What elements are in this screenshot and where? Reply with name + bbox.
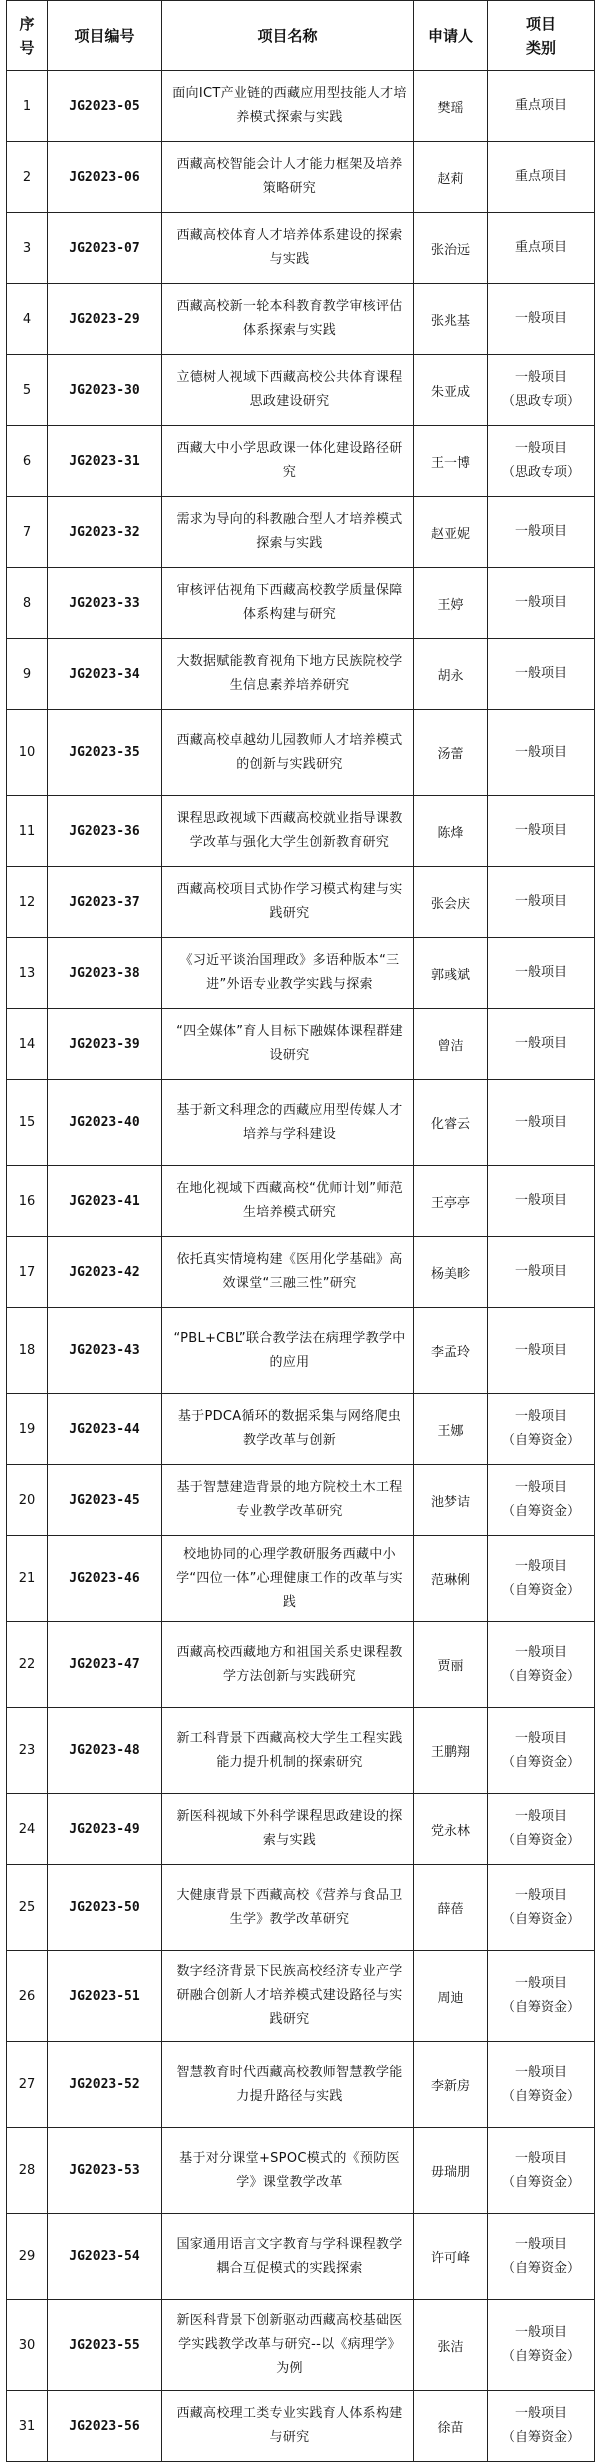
cell-num: 20 bbox=[7, 1465, 48, 1536]
cell-project-type: 一般项目 bbox=[488, 796, 595, 867]
cell-project-name: 数字经济背景下民族高校经济专业产学研融合创新人才培养模式建设路径与实践研究 bbox=[162, 1951, 414, 2042]
table-row bbox=[7, 710, 595, 796]
cell-num: 31 bbox=[7, 2391, 48, 2462]
cell-project-type: 一般项目 bbox=[488, 639, 595, 710]
cell-num: 12 bbox=[7, 867, 48, 938]
cell-project-code: JG2023-33 bbox=[48, 568, 162, 639]
cell-project-name: 智慧教育时代西藏高校教师智慧教学能力提升路径与实践 bbox=[162, 2042, 414, 2128]
cell-project-type: 一般项目 bbox=[488, 938, 595, 1009]
cell-project-code: JG2023-38 bbox=[48, 938, 162, 1009]
cell-project-code: JG2023-41 bbox=[48, 1166, 162, 1237]
cell-applicant: 范琳俐 bbox=[414, 1536, 488, 1622]
cell-num: 24 bbox=[7, 1794, 48, 1865]
cell-applicant: 王婷 bbox=[414, 568, 488, 639]
cell-project-type: 一般项目 （自筹资金） bbox=[488, 1708, 595, 1794]
cell-applicant: 王娜 bbox=[414, 1394, 488, 1465]
cell-project-type: 一般项目 bbox=[488, 284, 595, 355]
cell-num: 11 bbox=[7, 796, 48, 867]
cell-project-code: JG2023-55 bbox=[48, 2300, 162, 2391]
cell-num: 13 bbox=[7, 938, 48, 1009]
cell-project-name: “PBL+CBL”联合教学法在病理学教学中的应用 bbox=[162, 1308, 414, 1394]
cell-num: 5 bbox=[7, 355, 48, 426]
cell-num: 30 bbox=[7, 2300, 48, 2391]
cell-project-type: 一般项目 （自筹资金） bbox=[488, 1465, 595, 1536]
cell-project-name: 大健康背景下西藏高校《营养与食品卫生学》教学改革研究 bbox=[162, 1865, 414, 1951]
cell-applicant: 周迪 bbox=[414, 1951, 488, 2042]
cell-project-name: 基于智慧建造背景的地方院校土木工程专业教学改革研究 bbox=[162, 1465, 414, 1536]
cell-project-code: JG2023-34 bbox=[48, 639, 162, 710]
cell-num: 26 bbox=[7, 1951, 48, 2042]
cell-num: 15 bbox=[7, 1080, 48, 1166]
cell-project-name: 西藏大中小学思政课一体化建设路径研究 bbox=[162, 426, 414, 497]
cell-project-type: 重点项目 bbox=[488, 142, 595, 213]
header-row bbox=[7, 1, 595, 71]
cell-project-name: 西藏高校新一轮本科教育教学审核评估体系探索与实践 bbox=[162, 284, 414, 355]
table-row bbox=[7, 355, 595, 426]
cell-num: 19 bbox=[7, 1394, 48, 1465]
cell-project-code: JG2023-46 bbox=[48, 1536, 162, 1622]
cell-project-code: JG2023-48 bbox=[48, 1708, 162, 1794]
table-row bbox=[7, 2042, 595, 2128]
header-code: 项目编号 bbox=[48, 1, 162, 71]
cell-project-name: 基于对分课堂+SPOC模式的《预防医学》课堂教学改革 bbox=[162, 2128, 414, 2214]
project-list-table bbox=[6, 0, 595, 2462]
cell-project-name: 需求为导向的科教融合型人才培养模式探索与实践 bbox=[162, 497, 414, 568]
cell-project-name: 基于新文科理念的西藏应用型传媒人才培养与学科建设 bbox=[162, 1080, 414, 1166]
cell-num: 17 bbox=[7, 1237, 48, 1308]
cell-applicant: 曾洁 bbox=[414, 1009, 488, 1080]
cell-num: 10 bbox=[7, 710, 48, 796]
cell-applicant: 王亭亭 bbox=[414, 1166, 488, 1237]
cell-project-type: 一般项目 （自筹资金） bbox=[488, 1794, 595, 1865]
cell-project-name: 审核评估视角下西藏高校教学质量保障体系构建与研究 bbox=[162, 568, 414, 639]
cell-project-code: JG2023-05 bbox=[48, 71, 162, 142]
table-header bbox=[7, 1, 595, 71]
cell-project-name: 在地化视域下西藏高校“优师计划”师范生培养模式研究 bbox=[162, 1166, 414, 1237]
cell-project-code: JG2023-47 bbox=[48, 1622, 162, 1708]
cell-applicant: 赵亚妮 bbox=[414, 497, 488, 568]
cell-project-type: 一般项目 bbox=[488, 1080, 595, 1166]
cell-applicant: 毋瑞朋 bbox=[414, 2128, 488, 2214]
table-row bbox=[7, 1166, 595, 1237]
cell-project-name: 课程思政视域下西藏高校就业指导课教学改革与强化大学生创新教育研究 bbox=[162, 796, 414, 867]
cell-project-type: 重点项目 bbox=[488, 213, 595, 284]
table-row bbox=[7, 1865, 595, 1951]
table-row bbox=[7, 1708, 595, 1794]
table-row bbox=[7, 2214, 595, 2300]
cell-project-type: 一般项目 （自筹资金） bbox=[488, 2128, 595, 2214]
table-row bbox=[7, 867, 595, 938]
cell-num: 8 bbox=[7, 568, 48, 639]
table-row bbox=[7, 213, 595, 284]
cell-applicant: 李孟玲 bbox=[414, 1308, 488, 1394]
cell-project-type: 一般项目 （自筹资金） bbox=[488, 2391, 595, 2462]
cell-project-code: JG2023-37 bbox=[48, 867, 162, 938]
cell-project-code: JG2023-49 bbox=[48, 1794, 162, 1865]
cell-project-type: 一般项目 bbox=[488, 1308, 595, 1394]
cell-project-type: 一般项目 （自筹资金） bbox=[488, 1622, 595, 1708]
table-row bbox=[7, 2300, 595, 2391]
cell-project-code: JG2023-56 bbox=[48, 2391, 162, 2462]
cell-project-name: 新工科背景下西藏高校大学生工程实践能力提升机制的探索研究 bbox=[162, 1708, 414, 1794]
cell-project-type: 一般项目 bbox=[488, 568, 595, 639]
cell-applicant: 张会庆 bbox=[414, 867, 488, 938]
cell-applicant: 李新房 bbox=[414, 2042, 488, 2128]
cell-project-name: 新医科背景下创新驱动西藏高校基础医学实践教学改革与研究--以《病理学》为例 bbox=[162, 2300, 414, 2391]
cell-project-type: 一般项目 bbox=[488, 497, 595, 568]
cell-project-name: 国家通用语言文字教育与学科课程教学耦合互促模式的实践探索 bbox=[162, 2214, 414, 2300]
cell-project-name: 依托真实情境构建《医用化学基础》高效课堂“三融三性”研究 bbox=[162, 1237, 414, 1308]
cell-project-code: JG2023-06 bbox=[48, 142, 162, 213]
cell-project-code: JG2023-29 bbox=[48, 284, 162, 355]
cell-num: 14 bbox=[7, 1009, 48, 1080]
cell-applicant: 张兆基 bbox=[414, 284, 488, 355]
cell-project-name: 大数据赋能教育视角下地方民族院校学生信息素养培养研究 bbox=[162, 639, 414, 710]
cell-project-code: JG2023-36 bbox=[48, 796, 162, 867]
cell-applicant: 胡永 bbox=[414, 639, 488, 710]
cell-project-type: 一般项目 （思政专项） bbox=[488, 426, 595, 497]
cell-project-code: JG2023-54 bbox=[48, 2214, 162, 2300]
table-row bbox=[7, 1308, 595, 1394]
cell-project-code: JG2023-40 bbox=[48, 1080, 162, 1166]
cell-num: 1 bbox=[7, 71, 48, 142]
table-row bbox=[7, 1394, 595, 1465]
cell-project-code: JG2023-43 bbox=[48, 1308, 162, 1394]
table-row bbox=[7, 1622, 595, 1708]
table-row bbox=[7, 2128, 595, 2214]
cell-project-name: 校地协同的心理学教研服务西藏中小学“四位一体”心理健康工作的改革与实践 bbox=[162, 1536, 414, 1622]
table-row bbox=[7, 568, 595, 639]
table-row bbox=[7, 142, 595, 213]
cell-project-code: JG2023-53 bbox=[48, 2128, 162, 2214]
table-row bbox=[7, 938, 595, 1009]
cell-num: 28 bbox=[7, 2128, 48, 2214]
cell-applicant: 朱亚成 bbox=[414, 355, 488, 426]
cell-project-name: 《习近平谈治国理政》多语种版本“三进”外语专业教学实践与探索 bbox=[162, 938, 414, 1009]
cell-applicant: 樊瑶 bbox=[414, 71, 488, 142]
cell-num: 25 bbox=[7, 1865, 48, 1951]
cell-project-type: 一般项目 bbox=[488, 867, 595, 938]
cell-applicant: 陈烽 bbox=[414, 796, 488, 867]
table-row bbox=[7, 1465, 595, 1536]
table-row bbox=[7, 426, 595, 497]
cell-project-type: 一般项目 （自筹资金） bbox=[488, 1394, 595, 1465]
cell-applicant: 薛蓓 bbox=[414, 1865, 488, 1951]
cell-applicant: 汤蕾 bbox=[414, 710, 488, 796]
table-row bbox=[7, 497, 595, 568]
cell-applicant: 赵莉 bbox=[414, 142, 488, 213]
cell-num: 7 bbox=[7, 497, 48, 568]
cell-project-code: JG2023-51 bbox=[48, 1951, 162, 2042]
cell-project-code: JG2023-07 bbox=[48, 213, 162, 284]
cell-project-name: 西藏高校理工类专业实践育人体系构建与研究 bbox=[162, 2391, 414, 2462]
table-row bbox=[7, 1794, 595, 1865]
cell-project-name: 面向ICT产业链的西藏应用型技能人才培养模式探索与实践 bbox=[162, 71, 414, 142]
cell-applicant: 徐苗 bbox=[414, 2391, 488, 2462]
cell-project-type: 一般项目 （自筹资金） bbox=[488, 1536, 595, 1622]
cell-num: 4 bbox=[7, 284, 48, 355]
cell-project-type: 一般项目 （自筹资金） bbox=[488, 2042, 595, 2128]
cell-applicant: 池梦诘 bbox=[414, 1465, 488, 1536]
cell-project-type: 一般项目 bbox=[488, 1166, 595, 1237]
cell-project-name: 西藏高校智能会计人才能力框架及培养策略研究 bbox=[162, 142, 414, 213]
cell-project-name: 基于PDCA循环的数据采集与网络爬虫教学改革与创新 bbox=[162, 1394, 414, 1465]
cell-applicant: 党永林 bbox=[414, 1794, 488, 1865]
cell-project-code: JG2023-39 bbox=[48, 1009, 162, 1080]
header-applicant: 申请人 bbox=[414, 1, 488, 71]
table-row bbox=[7, 796, 595, 867]
cell-project-name: 西藏高校体育人才培养体系建设的探索与实践 bbox=[162, 213, 414, 284]
header-name: 项目名称 bbox=[162, 1, 414, 71]
table-row bbox=[7, 1536, 595, 1622]
cell-applicant: 许可峰 bbox=[414, 2214, 488, 2300]
cell-project-code: JG2023-52 bbox=[48, 2042, 162, 2128]
cell-project-code: JG2023-32 bbox=[48, 497, 162, 568]
table-row bbox=[7, 1237, 595, 1308]
cell-project-code: JG2023-30 bbox=[48, 355, 162, 426]
cell-num: 18 bbox=[7, 1308, 48, 1394]
cell-applicant: 张洁 bbox=[414, 2300, 488, 2391]
cell-project-name: 西藏高校西藏地方和祖国关系史课程教学方法创新与实践研究 bbox=[162, 1622, 414, 1708]
cell-num: 16 bbox=[7, 1166, 48, 1237]
cell-project-name: 西藏高校项目式协作学习模式构建与实践研究 bbox=[162, 867, 414, 938]
cell-applicant: 郭彧斌 bbox=[414, 938, 488, 1009]
cell-project-type: 一般项目 bbox=[488, 1009, 595, 1080]
cell-project-type: 一般项目 （自筹资金） bbox=[488, 2300, 595, 2391]
table-row bbox=[7, 2391, 595, 2462]
cell-applicant: 张治远 bbox=[414, 213, 488, 284]
cell-project-type: 一般项目 （自筹资金） bbox=[488, 1951, 595, 2042]
cell-num: 3 bbox=[7, 213, 48, 284]
cell-num: 9 bbox=[7, 639, 48, 710]
cell-num: 22 bbox=[7, 1622, 48, 1708]
cell-applicant: 杨美畛 bbox=[414, 1237, 488, 1308]
cell-project-name: 西藏高校卓越幼儿园教师人才培养模式的创新与实践研究 bbox=[162, 710, 414, 796]
table-row bbox=[7, 1951, 595, 2042]
cell-applicant: 王鹏翔 bbox=[414, 1708, 488, 1794]
cell-num: 29 bbox=[7, 2214, 48, 2300]
cell-project-code: JG2023-42 bbox=[48, 1237, 162, 1308]
cell-project-name: 立德树人视域下西藏高校公共体育课程思政建设研究 bbox=[162, 355, 414, 426]
cell-project-code: JG2023-35 bbox=[48, 710, 162, 796]
cell-project-code: JG2023-44 bbox=[48, 1394, 162, 1465]
table-body bbox=[7, 71, 595, 2462]
cell-project-name: “四全媒体”育人目标下融媒体课程群建设研究 bbox=[162, 1009, 414, 1080]
table-row bbox=[7, 1080, 595, 1166]
header-num: 序 号 bbox=[7, 1, 48, 71]
cell-applicant: 王一博 bbox=[414, 426, 488, 497]
table-row bbox=[7, 284, 595, 355]
table-row bbox=[7, 71, 595, 142]
cell-project-type: 一般项目 （自筹资金） bbox=[488, 1865, 595, 1951]
cell-applicant: 贾丽 bbox=[414, 1622, 488, 1708]
cell-num: 2 bbox=[7, 142, 48, 213]
cell-project-code: JG2023-45 bbox=[48, 1465, 162, 1536]
header-type: 项目 类别 bbox=[488, 1, 595, 71]
table-row bbox=[7, 639, 595, 710]
cell-project-type: 一般项目 （自筹资金） bbox=[488, 2214, 595, 2300]
cell-applicant: 化睿云 bbox=[414, 1080, 488, 1166]
cell-project-type: 一般项目 （思政专项） bbox=[488, 355, 595, 426]
cell-num: 21 bbox=[7, 1536, 48, 1622]
table-row bbox=[7, 1009, 595, 1080]
cell-num: 27 bbox=[7, 2042, 48, 2128]
cell-project-type: 一般项目 bbox=[488, 1237, 595, 1308]
cell-project-type: 重点项目 bbox=[488, 71, 595, 142]
cell-project-type: 一般项目 bbox=[488, 710, 595, 796]
cell-project-code: JG2023-31 bbox=[48, 426, 162, 497]
cell-num: 6 bbox=[7, 426, 48, 497]
cell-num: 23 bbox=[7, 1708, 48, 1794]
cell-project-code: JG2023-50 bbox=[48, 1865, 162, 1951]
cell-project-name: 新医科视域下外科学课程思政建设的探索与实践 bbox=[162, 1794, 414, 1865]
